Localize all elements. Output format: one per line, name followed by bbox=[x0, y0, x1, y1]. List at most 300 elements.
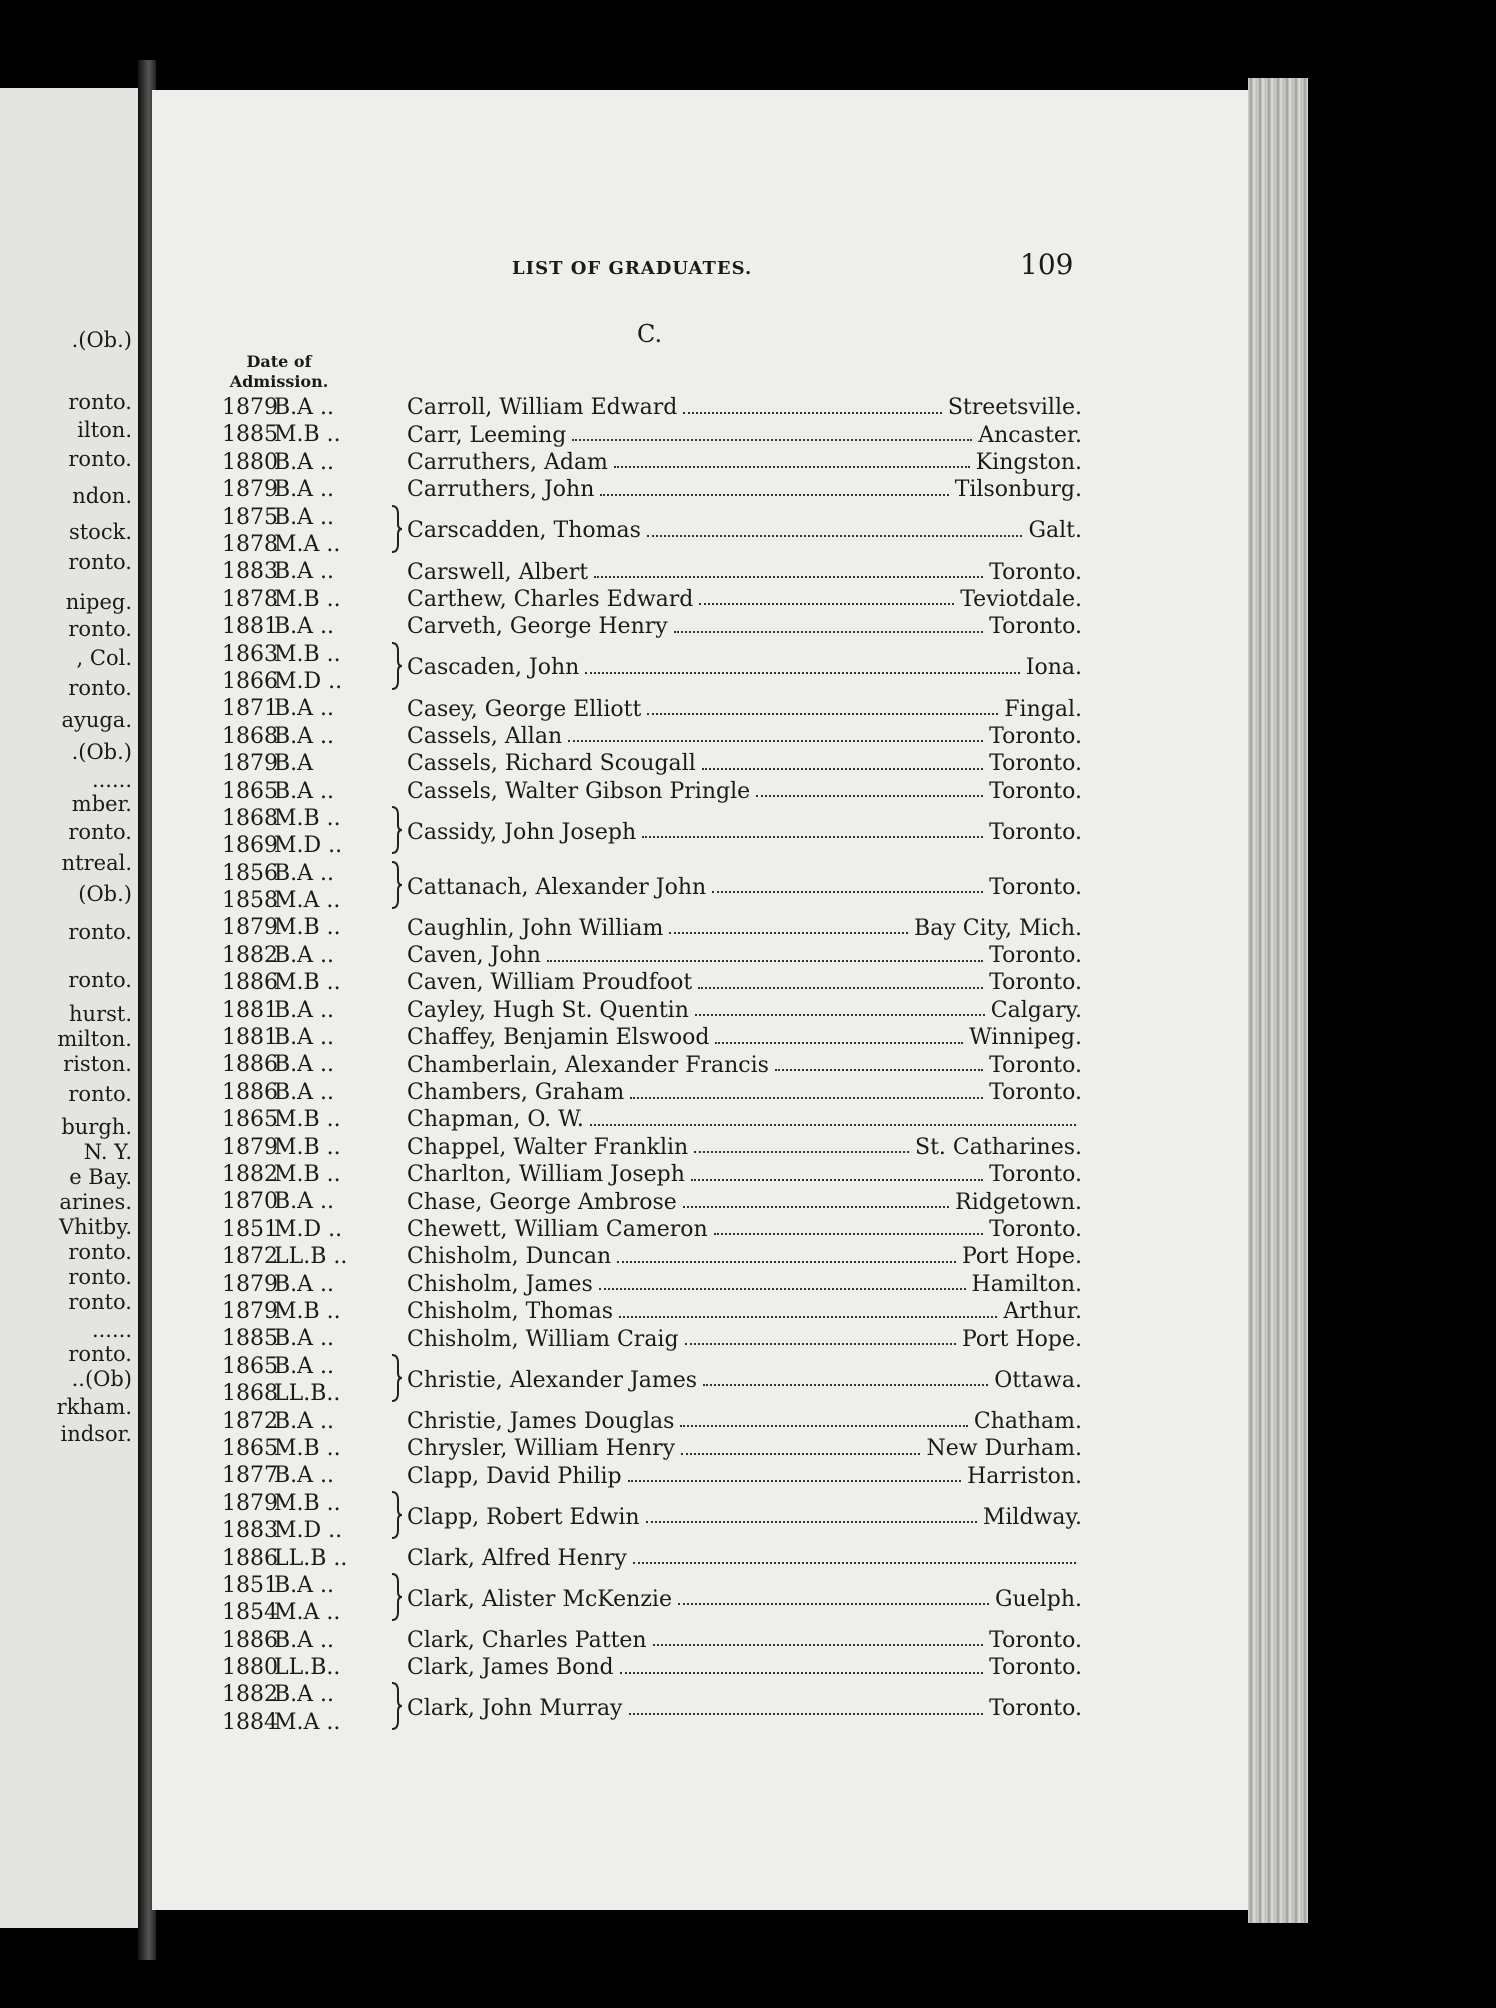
graduate-entry bbox=[222, 695, 1082, 722]
name-place-line bbox=[407, 476, 1082, 503]
residence: St. Catharines. bbox=[915, 1134, 1082, 1160]
left-page-fragment: ronto. bbox=[68, 550, 132, 574]
graduate-entry bbox=[222, 1627, 1082, 1654]
degree: B.A .. bbox=[274, 559, 335, 585]
residence: Toronto. bbox=[989, 1162, 1082, 1188]
name-place-line bbox=[407, 1243, 1082, 1270]
degree: M.B .. bbox=[274, 1298, 341, 1324]
degree: M.D .. bbox=[274, 668, 343, 694]
graduate-entry bbox=[222, 421, 1082, 448]
degree: B.A .. bbox=[274, 395, 335, 420]
graduate-name: Chewett, William Cameron bbox=[407, 1216, 708, 1242]
degree: B.A .. bbox=[274, 860, 335, 886]
left-page-fragment: ntreal. bbox=[61, 851, 132, 875]
name-place-line bbox=[407, 723, 1082, 750]
left-page-fragment: N. Y. bbox=[83, 1140, 132, 1164]
admission-year: 1882 bbox=[222, 1682, 278, 1708]
name-place-line bbox=[407, 1271, 1082, 1298]
name-place-line bbox=[407, 1188, 1082, 1215]
graduate-name: Casey, George Elliott bbox=[407, 696, 642, 722]
admission-year: 1856 bbox=[222, 860, 278, 886]
admission-year: 1879 bbox=[222, 1298, 278, 1324]
left-page-fragment: ronto. bbox=[68, 1265, 132, 1289]
admission-year: 1871 bbox=[222, 696, 278, 722]
admission-year: 1872 bbox=[222, 1244, 278, 1270]
dot-leader bbox=[585, 662, 1019, 674]
residence: Toronto. bbox=[989, 751, 1082, 777]
graduate-entry bbox=[222, 613, 1082, 640]
left-page-fragment: ...... bbox=[91, 1318, 132, 1342]
admission-year: 1886 bbox=[222, 1052, 278, 1078]
graduate-name: Carruthers, Adam bbox=[407, 449, 608, 475]
name-place-line bbox=[407, 695, 1082, 722]
degree: LL.B.. bbox=[274, 1655, 341, 1681]
brace-mark bbox=[390, 805, 404, 855]
dot-leader bbox=[633, 1552, 1076, 1564]
residence: Toronto. bbox=[989, 819, 1082, 845]
degree: M.B .. bbox=[274, 586, 341, 612]
degree: M.B .. bbox=[274, 805, 341, 831]
left-page-fragment: (Ob.) bbox=[78, 882, 132, 906]
admission-year: 1885 bbox=[222, 1326, 278, 1352]
graduate-name: Christie, James Douglas bbox=[407, 1408, 675, 1434]
dot-leader bbox=[681, 1443, 920, 1455]
residence: Port Hope. bbox=[961, 1244, 1082, 1270]
left-page-fragment: ronto. bbox=[68, 617, 132, 641]
admission-year: 1886 bbox=[222, 1545, 278, 1571]
degree: LL.B .. bbox=[274, 1545, 348, 1571]
degree: B.A .. bbox=[274, 1627, 335, 1653]
dot-leader bbox=[614, 456, 970, 468]
admission-year: 1879 bbox=[222, 1134, 278, 1160]
residence: Mildway. bbox=[982, 1504, 1082, 1530]
graduate-entry bbox=[222, 778, 1082, 805]
graduate-entry bbox=[222, 1298, 1082, 1325]
left-page-fragment: , Col. bbox=[76, 646, 132, 670]
degree: B.A .. bbox=[274, 1052, 335, 1078]
name-place-line bbox=[407, 997, 1082, 1024]
dot-leader bbox=[600, 484, 948, 496]
graduate-name: Chapman, O. W. bbox=[407, 1107, 584, 1133]
graduate-name: Carscadden, Thomas bbox=[407, 518, 641, 544]
admission-year: 1872 bbox=[222, 1408, 278, 1434]
name-place-line bbox=[407, 1695, 1082, 1722]
page-edges bbox=[1248, 78, 1308, 1923]
degree: M.B .. bbox=[274, 1490, 341, 1516]
left-page-fragment: e Bay. bbox=[69, 1165, 132, 1189]
degree: B.A .. bbox=[274, 778, 335, 804]
degree: B.A .. bbox=[274, 449, 335, 475]
left-page-fragment: ronto. bbox=[68, 676, 132, 700]
graduate-entry bbox=[222, 1408, 1082, 1435]
name-place-line bbox=[407, 421, 1082, 448]
residence: Hamilton. bbox=[971, 1271, 1082, 1297]
dot-leader bbox=[646, 1511, 977, 1523]
graduate-name: Carveth, George Henry bbox=[407, 614, 668, 640]
admission-year: 1854 bbox=[222, 1600, 278, 1626]
graduate-name: Carthew, Charles Edward bbox=[407, 586, 694, 612]
degree: B.A .. bbox=[274, 723, 335, 749]
graduate-name: Chase, George Ambrose bbox=[407, 1189, 677, 1215]
degree: B.A .. bbox=[274, 1326, 335, 1352]
degree: B.A .. bbox=[274, 997, 335, 1023]
residence: Toronto. bbox=[989, 614, 1082, 640]
dot-leader bbox=[678, 1593, 989, 1605]
residence: Guelph. bbox=[994, 1586, 1082, 1612]
name-place-line bbox=[407, 1462, 1082, 1489]
graduate-entry bbox=[222, 750, 1082, 777]
left-page-fragment: ronto. bbox=[68, 1082, 132, 1106]
name-place-line bbox=[407, 586, 1082, 613]
dot-leader bbox=[568, 730, 983, 742]
admission-year: 1879 bbox=[222, 915, 278, 941]
admission-year: 1866 bbox=[222, 668, 278, 694]
degree: B.A .. bbox=[274, 614, 335, 640]
page-number: 109 bbox=[1020, 248, 1074, 281]
graduate-name: Clapp, Robert Edwin bbox=[407, 1504, 640, 1530]
graduate-entry bbox=[222, 1079, 1082, 1106]
admission-year: 1879 bbox=[222, 1271, 278, 1297]
residence: Ottawa. bbox=[994, 1367, 1082, 1393]
left-page-fragment: ronto. bbox=[68, 447, 132, 471]
name-place-line bbox=[407, 1586, 1082, 1613]
left-page-fragment: .(Ob.) bbox=[71, 328, 132, 352]
degree: B.A .. bbox=[274, 1271, 335, 1297]
residence: Toronto. bbox=[989, 970, 1082, 996]
degree: M.B .. bbox=[274, 1162, 341, 1187]
brace-mark bbox=[390, 860, 404, 910]
degree: M.B .. bbox=[274, 1107, 341, 1133]
name-place-line bbox=[407, 873, 1082, 900]
graduate-name: Cayley, Hugh St. Quentin bbox=[407, 997, 689, 1023]
name-place-line bbox=[407, 1298, 1082, 1325]
admission-year: 1879 bbox=[222, 1490, 278, 1516]
column-heading bbox=[224, 352, 334, 392]
residence: Galt. bbox=[1028, 518, 1082, 544]
admission-year: 1885 bbox=[222, 422, 278, 448]
name-place-line bbox=[407, 1161, 1082, 1188]
name-place-line bbox=[407, 1545, 1082, 1572]
admission-year: 1878 bbox=[222, 531, 278, 557]
dot-leader bbox=[647, 703, 998, 715]
dot-leader bbox=[691, 1169, 983, 1181]
name-place-line bbox=[407, 1654, 1082, 1681]
residence: Ancaster. bbox=[978, 422, 1082, 448]
graduate-name: Cascaden, John bbox=[407, 655, 580, 681]
name-place-line bbox=[407, 1325, 1082, 1352]
dot-leader bbox=[715, 1032, 963, 1044]
residence: Winnipeg. bbox=[969, 1025, 1082, 1051]
graduate-entry bbox=[222, 1435, 1082, 1462]
degree: B.A .. bbox=[274, 1463, 335, 1489]
residence: Calgary. bbox=[990, 997, 1082, 1023]
dot-leader bbox=[620, 1662, 984, 1674]
left-page-fragment: hurst. bbox=[69, 1002, 132, 1026]
residence: Iona. bbox=[1025, 655, 1082, 681]
residence: Toronto. bbox=[989, 1627, 1082, 1653]
degree: B.A .. bbox=[274, 1079, 335, 1105]
name-place-line bbox=[407, 1627, 1082, 1654]
brace-mark bbox=[390, 1572, 404, 1622]
left-page-fragment: ilton. bbox=[77, 418, 132, 442]
dot-leader bbox=[703, 1374, 988, 1386]
graduate-entry bbox=[222, 1353, 1082, 1408]
dot-leader bbox=[694, 1141, 909, 1153]
residence: Toronto. bbox=[989, 1696, 1082, 1722]
graduate-name: Carruthers, John bbox=[407, 477, 595, 503]
graduate-entry bbox=[222, 641, 1082, 696]
name-place-line bbox=[407, 1408, 1082, 1435]
graduate-name: Chaffey, Benjamin Elswood bbox=[407, 1025, 710, 1051]
graduate-name: Cassels, Richard Scougall bbox=[407, 751, 696, 777]
dot-leader bbox=[617, 1251, 956, 1263]
degree: M.A .. bbox=[274, 531, 341, 557]
dot-leader bbox=[775, 1059, 983, 1071]
name-place-line bbox=[407, 654, 1082, 681]
graduate-name: Caven, John bbox=[407, 943, 541, 969]
name-place-line bbox=[407, 558, 1082, 585]
degree: B.A bbox=[274, 751, 314, 777]
dot-leader bbox=[714, 1223, 984, 1235]
name-place-line bbox=[407, 914, 1082, 941]
graduate-entry bbox=[222, 1216, 1082, 1243]
admission-year: 1879 bbox=[222, 395, 278, 420]
residence: Port Hope. bbox=[961, 1326, 1082, 1352]
name-place-line bbox=[407, 517, 1082, 544]
name-place-line bbox=[407, 1435, 1082, 1462]
graduate-entry bbox=[222, 1024, 1082, 1051]
name-place-line bbox=[407, 942, 1082, 969]
degree: M.D .. bbox=[274, 833, 343, 859]
graduate-entry bbox=[222, 1243, 1082, 1270]
degree: B.A .. bbox=[274, 1025, 335, 1051]
running-head: LIST OF GRADUATES. bbox=[512, 258, 753, 279]
admission-year: 1870 bbox=[222, 1189, 278, 1215]
name-place-line bbox=[407, 969, 1082, 996]
admission-year: 1869 bbox=[222, 833, 278, 859]
name-place-line bbox=[407, 1216, 1082, 1243]
residence: Bay City, Mich. bbox=[914, 915, 1082, 941]
graduate-entry bbox=[222, 1051, 1082, 1078]
residence: Tilsonburg. bbox=[954, 477, 1082, 503]
left-page-fragment: burgh. bbox=[61, 1115, 132, 1139]
dot-leader bbox=[629, 1703, 984, 1715]
admission-year: 1851 bbox=[222, 1572, 278, 1598]
degree: M.A .. bbox=[274, 1709, 341, 1735]
admission-year: 1875 bbox=[222, 504, 278, 530]
graduate-name: Clark, James Bond bbox=[407, 1655, 614, 1681]
residence: Toronto. bbox=[989, 1080, 1082, 1106]
dot-leader bbox=[594, 566, 983, 578]
admission-year: 1865 bbox=[222, 1353, 278, 1379]
graduates-list bbox=[222, 394, 1082, 1736]
residence: Teviotdale. bbox=[960, 586, 1082, 612]
dot-leader bbox=[630, 1087, 983, 1099]
graduate-name: Charlton, William Joseph bbox=[407, 1162, 685, 1188]
dot-leader bbox=[702, 758, 983, 770]
admission-year: 1883 bbox=[222, 559, 278, 585]
name-place-line bbox=[407, 1106, 1082, 1133]
graduate-entry bbox=[222, 942, 1082, 969]
dot-leader bbox=[712, 881, 983, 893]
degree: LL.B .. bbox=[274, 1244, 348, 1270]
admission-year: 1884 bbox=[222, 1709, 278, 1735]
graduate-entry bbox=[222, 914, 1082, 941]
column-heading-line-2: Admission. bbox=[229, 372, 329, 391]
graduate-name: Clark, Alfred Henry bbox=[407, 1545, 627, 1571]
residence: Harriston. bbox=[967, 1463, 1082, 1489]
degree: LL.B.. bbox=[274, 1381, 341, 1407]
admission-year: 1865 bbox=[222, 1107, 278, 1133]
graduate-name: Clark, Charles Patten bbox=[407, 1627, 647, 1653]
graduate-name: Cassidy, John Joseph bbox=[407, 819, 637, 845]
dot-leader bbox=[685, 1333, 956, 1345]
admission-year: 1881 bbox=[222, 997, 278, 1023]
graduate-name: Cattanach, Alexander John bbox=[407, 874, 707, 900]
residence: Ridgetown. bbox=[955, 1189, 1082, 1215]
residence: Kingston. bbox=[975, 449, 1082, 475]
graduate-name: Caven, William Proudfoot bbox=[407, 970, 693, 996]
dot-leader bbox=[680, 1415, 967, 1427]
left-page-fragment: mber. bbox=[71, 792, 132, 816]
left-page-fragment: ronto. bbox=[68, 1290, 132, 1314]
brace-mark bbox=[390, 1681, 404, 1731]
residence: Toronto. bbox=[989, 1052, 1082, 1078]
graduate-entry bbox=[222, 1271, 1082, 1298]
brace-mark bbox=[390, 504, 404, 554]
admission-year: 1880 bbox=[222, 1655, 278, 1681]
left-page-fragment: ronto. bbox=[68, 968, 132, 992]
brace-mark bbox=[390, 1353, 404, 1403]
graduate-entry bbox=[222, 449, 1082, 476]
admission-year: 1865 bbox=[222, 1435, 278, 1461]
graduate-name: Chappel, Walter Franklin bbox=[407, 1134, 689, 1160]
name-place-line bbox=[407, 1134, 1082, 1161]
dot-leader bbox=[669, 922, 908, 934]
graduate-name: Chisholm, Duncan bbox=[407, 1244, 612, 1270]
dot-leader bbox=[599, 1278, 966, 1290]
degree: M.A .. bbox=[274, 1600, 341, 1626]
residence: Arthur. bbox=[1003, 1299, 1082, 1325]
left-page-fragment: Vhitby. bbox=[58, 1215, 132, 1239]
left-page bbox=[0, 88, 138, 1928]
name-place-line bbox=[407, 750, 1082, 777]
dot-leader bbox=[547, 950, 983, 962]
degree: B.A .. bbox=[274, 1572, 335, 1598]
admission-year: 1879 bbox=[222, 751, 278, 777]
left-page-fragment: nipeg. bbox=[65, 590, 132, 614]
left-page-fragment: rkham. bbox=[56, 1395, 132, 1419]
dot-leader bbox=[628, 1470, 961, 1482]
admission-year: 1882 bbox=[222, 1162, 278, 1187]
dot-leader bbox=[683, 1196, 949, 1208]
admission-year: 1879 bbox=[222, 477, 278, 503]
residence: Toronto. bbox=[989, 1216, 1082, 1242]
degree: M.B .. bbox=[274, 641, 341, 667]
residence: Toronto. bbox=[989, 943, 1082, 969]
residence: New Durham. bbox=[926, 1436, 1082, 1462]
admission-year: 1886 bbox=[222, 1079, 278, 1105]
graduate-entry bbox=[222, 1462, 1082, 1489]
graduate-name: Carswell, Albert bbox=[407, 559, 589, 585]
graduate-entry bbox=[222, 1161, 1082, 1188]
admission-year: 1863 bbox=[222, 641, 278, 667]
graduate-entry bbox=[222, 1134, 1082, 1161]
graduate-name: Carr, Leeming bbox=[407, 422, 567, 448]
graduate-name: Clark, John Murray bbox=[407, 1696, 623, 1722]
degree: M.D .. bbox=[274, 1216, 343, 1242]
graduate-entry bbox=[222, 1572, 1082, 1627]
name-place-line bbox=[407, 1503, 1082, 1530]
left-page-fragment: ronto. bbox=[68, 390, 132, 414]
graduate-entry bbox=[222, 1325, 1082, 1352]
graduate-entry bbox=[222, 860, 1082, 915]
left-page-fragment: ronto. bbox=[68, 920, 132, 944]
residence: Toronto. bbox=[989, 874, 1082, 900]
name-place-line bbox=[407, 1024, 1082, 1051]
graduate-name: Christie, Alexander James bbox=[407, 1367, 698, 1393]
admission-year: 1858 bbox=[222, 888, 278, 914]
graduate-name: Chisholm, James bbox=[407, 1271, 593, 1297]
admission-year: 1881 bbox=[222, 1025, 278, 1051]
left-page-fragment: arines. bbox=[59, 1190, 132, 1214]
name-place-line bbox=[407, 819, 1082, 846]
left-page-fragment: ndon. bbox=[72, 484, 132, 508]
degree: M.B .. bbox=[274, 1435, 341, 1461]
name-place-line bbox=[407, 1051, 1082, 1078]
graduate-entry bbox=[222, 504, 1082, 559]
dot-leader bbox=[756, 785, 983, 797]
graduate-entry bbox=[222, 558, 1082, 585]
left-page-fragment: ronto. bbox=[68, 820, 132, 844]
graduate-entry bbox=[222, 1490, 1082, 1545]
graduate-entry bbox=[222, 1188, 1082, 1215]
graduate-entry bbox=[222, 805, 1082, 860]
residence: Streetsville. bbox=[947, 395, 1082, 421]
graduate-name: Cassels, Allan bbox=[407, 723, 563, 749]
graduate-entry bbox=[222, 969, 1082, 996]
dot-leader bbox=[619, 1306, 997, 1318]
graduate-entry bbox=[222, 1654, 1082, 1681]
degree: B.A .. bbox=[274, 477, 335, 503]
degree: M.B .. bbox=[274, 422, 341, 448]
dot-leader bbox=[572, 429, 972, 441]
admission-year: 1865 bbox=[222, 778, 278, 804]
admission-year: 1881 bbox=[222, 614, 278, 640]
degree: B.A .. bbox=[274, 1408, 335, 1434]
left-page-fragment: ronto. bbox=[68, 1342, 132, 1366]
degree: B.A .. bbox=[274, 1189, 335, 1215]
brace-mark bbox=[390, 641, 404, 691]
graduate-name: Clark, Alister McKenzie bbox=[407, 1586, 672, 1612]
degree: B.A .. bbox=[274, 1682, 335, 1708]
residence: Toronto. bbox=[989, 1655, 1082, 1681]
residence: Chatham. bbox=[973, 1408, 1082, 1434]
left-page-fragment: milton. bbox=[57, 1027, 132, 1051]
residence: Toronto. bbox=[989, 723, 1082, 749]
left-page-fragment: .(Ob.) bbox=[71, 740, 132, 764]
graduate-name: Chisholm, William Craig bbox=[407, 1326, 679, 1352]
left-page-fragment: ronto. bbox=[68, 1240, 132, 1264]
degree: M.A .. bbox=[274, 888, 341, 914]
brace-mark bbox=[390, 1490, 404, 1540]
admission-year: 1868 bbox=[222, 723, 278, 749]
degree: B.A .. bbox=[274, 942, 335, 968]
graduate-entry bbox=[222, 394, 1082, 421]
admission-year: 1880 bbox=[222, 449, 278, 475]
graduate-entry bbox=[222, 1681, 1082, 1736]
admission-year: 1868 bbox=[222, 805, 278, 831]
